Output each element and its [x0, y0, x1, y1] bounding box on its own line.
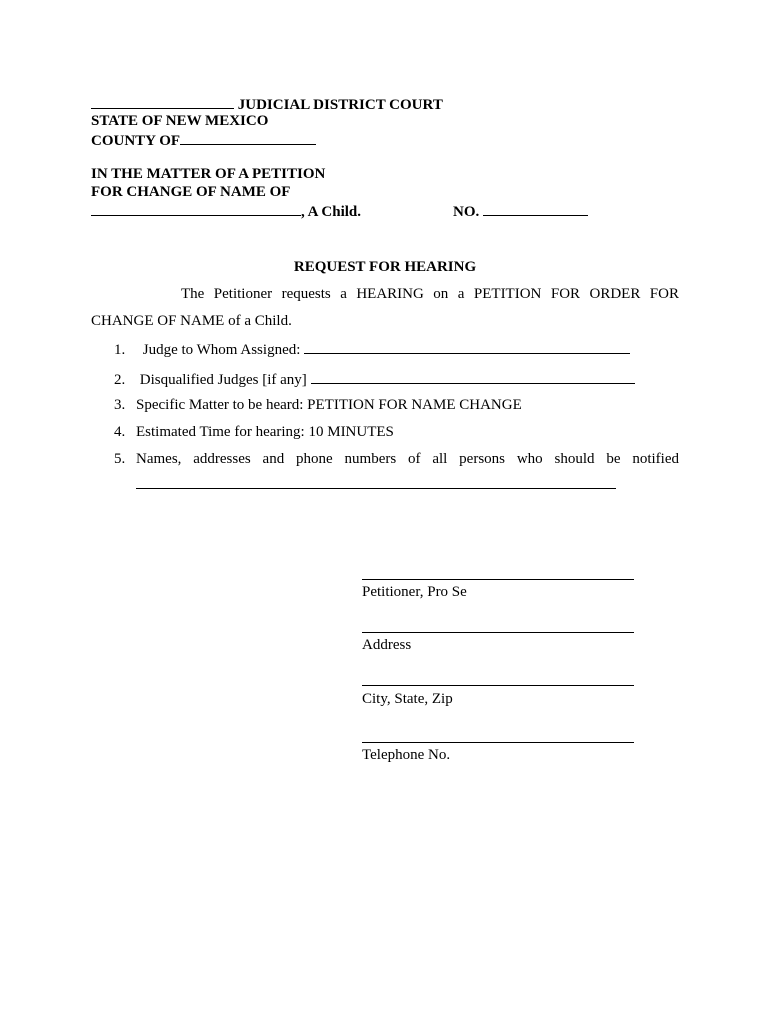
state-line: STATE OF NEW MEXICO — [91, 113, 269, 129]
case-number-label: NO. — [453, 204, 480, 220]
telephone-label: Telephone No. — [362, 747, 451, 763]
disqualified-blank[interactable] — [311, 369, 635, 384]
court-line — [91, 94, 443, 114]
matter-line-2: FOR CHANGE OF NAME OF — [91, 184, 291, 200]
item-notify — [114, 450, 136, 468]
county-label: COUNTY OF — [91, 133, 181, 149]
child-name-blank[interactable] — [91, 201, 301, 216]
item-number: 1. — [114, 342, 126, 358]
item-label: Estimated Time for hearing: 10 MINUTES — [136, 424, 394, 440]
item-judge — [114, 339, 630, 359]
item-label: Disqualified Judges [if any] — [139, 372, 307, 388]
item-number: 3. — [114, 397, 126, 413]
child-suffix: , A Child. — [301, 204, 362, 220]
address-line[interactable] — [362, 632, 634, 633]
petitioner-signature-line[interactable] — [362, 579, 634, 580]
intro-line-1: The Petitioner requests a HEARING on a PETITION FOR ORDER FOR — [181, 286, 679, 302]
city-label: City, State, Zip — [362, 691, 453, 707]
item-label: Judge to Whom Assigned: — [142, 342, 301, 358]
city-line[interactable] — [362, 685, 634, 686]
item-number: 4. — [114, 424, 126, 440]
item-matter — [114, 396, 522, 414]
item-number: 2. — [114, 372, 126, 388]
child-name-line — [91, 201, 361, 221]
district-blank[interactable] — [91, 94, 234, 109]
court-name: JUDICIAL DISTRICT COURT — [237, 97, 443, 113]
case-number-blank[interactable] — [483, 201, 588, 216]
item-notify-label: Names, addresses and phone numbers of all persons who should be notified — [136, 451, 679, 467]
item-time — [114, 423, 394, 441]
item-disqualified — [114, 369, 635, 389]
telephone-line[interactable] — [362, 742, 634, 743]
address-label: Address — [362, 637, 412, 653]
document-title: REQUEST FOR HEARING — [293, 259, 477, 275]
petitioner-label: Petitioner, Pro Se — [362, 584, 467, 600]
judge-blank[interactable] — [304, 339, 630, 354]
county-line — [91, 130, 316, 150]
county-blank[interactable] — [180, 130, 316, 145]
item-label: Specific Matter to be heard: PETITION FOR NAME CHANGE — [136, 397, 522, 413]
matter-line-1: IN THE MATTER OF A PETITION — [91, 166, 326, 182]
case-number-line — [453, 201, 588, 221]
intro-line-2: CHANGE OF NAME of a Child. — [91, 313, 292, 329]
item-number: 5. — [114, 451, 126, 467]
notify-blank[interactable] — [136, 488, 616, 489]
